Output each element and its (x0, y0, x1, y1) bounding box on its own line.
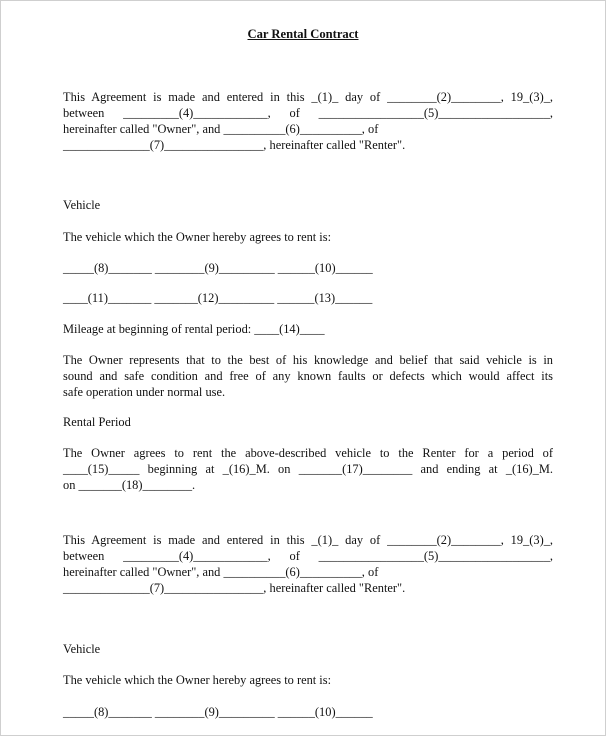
mileage-line: Mileage at beginning of rental period: ____(14)____ (63, 322, 325, 336)
agreement-line: ______________(7)________________, hereinafter called "Renter". (63, 581, 406, 595)
representation-line: safe operation under normal use. (63, 385, 226, 399)
representation-line: The Owner represents that to the best of his knowledge and belief that said vehicle is in (63, 353, 553, 367)
vehicle-intro: The vehicle which the Owner hereby agrees to rent is: (63, 673, 332, 687)
section-heading-vehicle: Vehicle (63, 198, 101, 212)
vehicle-fields-row-2: ____(11)_______ _______(12)_________ ______(13)______ (63, 291, 373, 305)
vehicle-intro: The vehicle which the Owner hereby agrees to rent is: (63, 230, 332, 244)
agreement-line: between _________(4)____________, of _________________(5)__________________, (63, 106, 553, 120)
representation-line: sound and safe condition and free of any known faults or defects which would affect its (63, 369, 553, 383)
rental-period-paragraph (63, 445, 553, 493)
agreement-line: This Agreement is made and entered in this _(1)_ day of ________(2)________, 19_(3)_, (63, 90, 553, 104)
vehicle-fields-row-1: _____(8)_______ ________(9)_________ ______(10)______ (63, 705, 373, 719)
agreement-line: ______________(7)________________, hereinafter called "Renter". (63, 138, 406, 152)
agreement-paragraph (63, 532, 553, 596)
agreement-line: This Agreement is made and entered in this _(1)_ day of ________(2)________, 19_(3)_, (63, 533, 553, 547)
rental-period-line: The Owner agrees to rent the above-described vehicle to the Renter for a period of (63, 446, 553, 460)
rental-period-line: on _______(18)________. (63, 478, 196, 492)
agreement-line: between _________(4)____________, of _________________(5)__________________, (63, 549, 553, 563)
agreement-paragraph (63, 89, 553, 153)
document-title: Car Rental Contract (247, 27, 359, 41)
vehicle-fields-row-1: _____(8)_______ ________(9)_________ ______(10)______ (63, 261, 373, 275)
agreement-line: hereinafter called "Owner", and __________(6)__________, of (63, 122, 379, 136)
rental-period-line: ____(15)_____ beginning at _(16)_M. on _______(17)________ and ending at _(16)_M. (63, 462, 553, 476)
section-heading-rental-period: Rental Period (63, 415, 131, 429)
section-heading-vehicle: Vehicle (63, 642, 101, 656)
agreement-line: hereinafter called "Owner", and __________(6)__________, of (63, 565, 379, 579)
owner-representation-paragraph (63, 352, 553, 400)
